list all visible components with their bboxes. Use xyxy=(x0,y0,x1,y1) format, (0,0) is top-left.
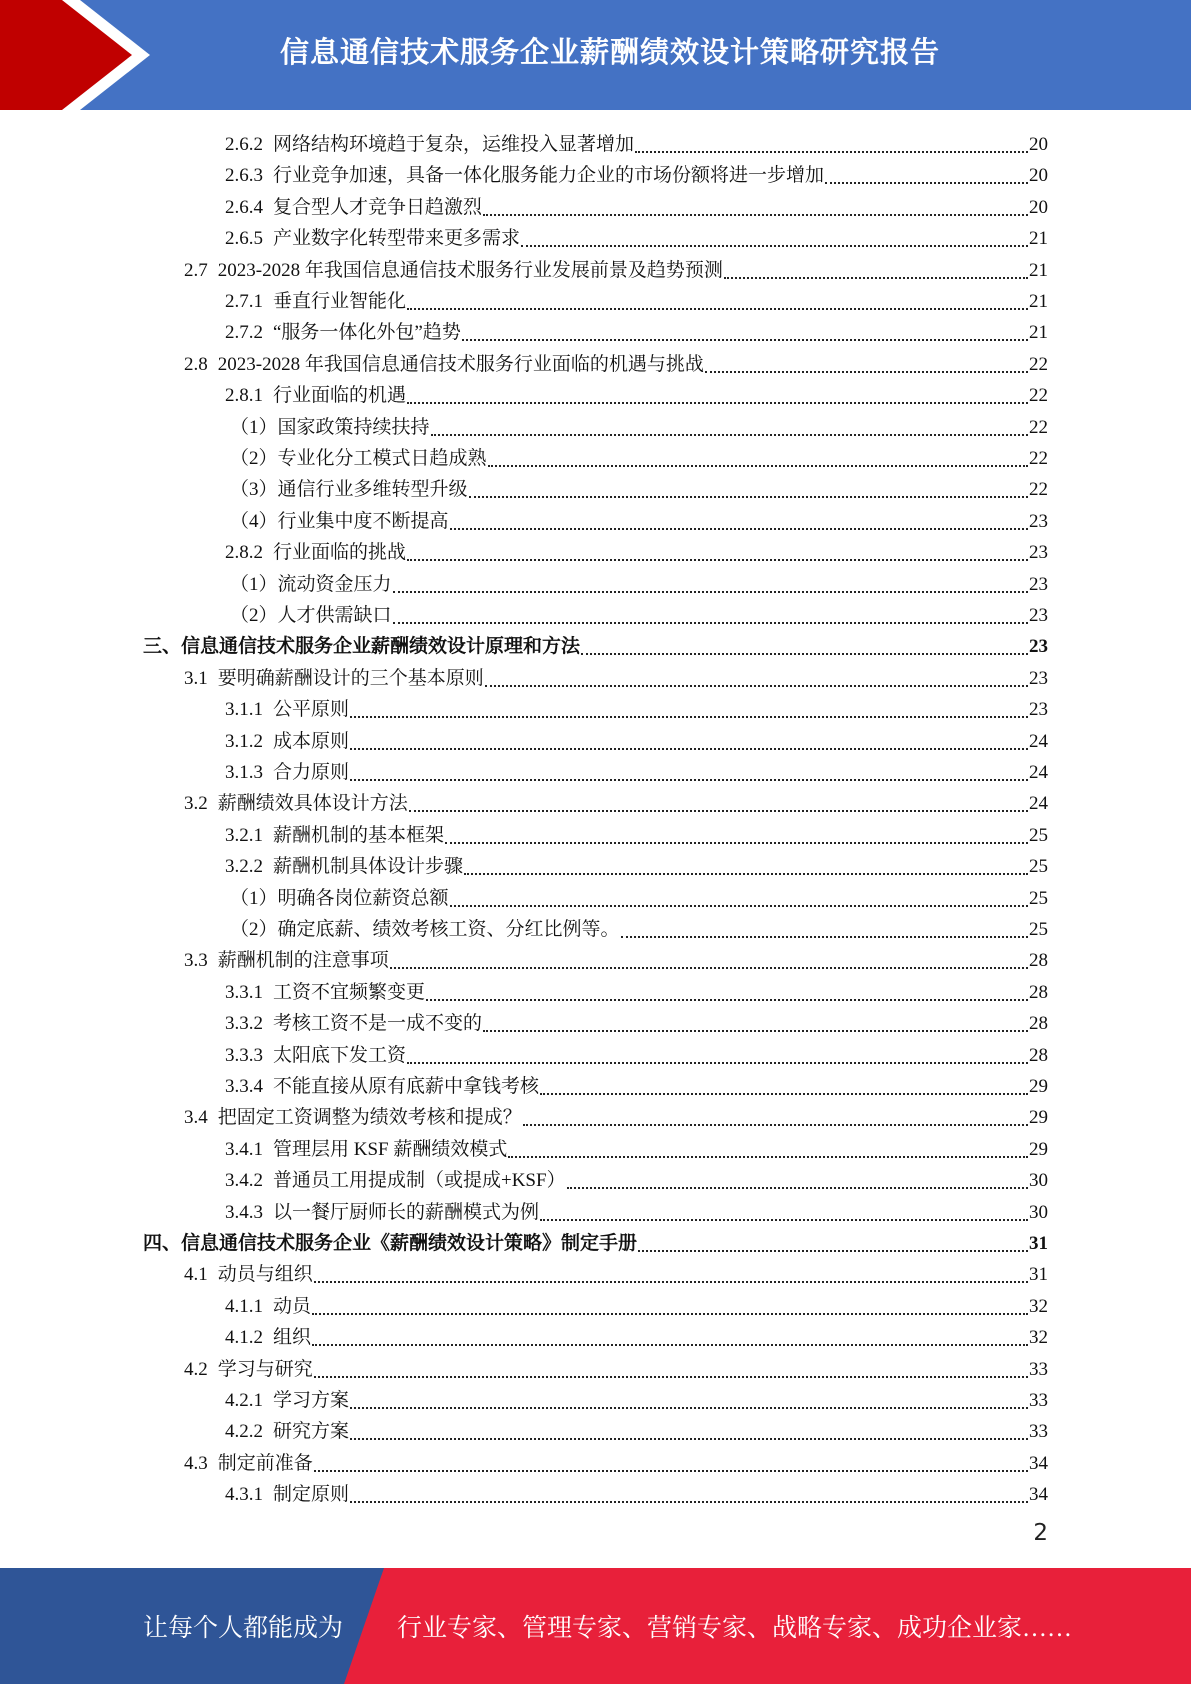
toc-entry-page: 28 xyxy=(1029,1013,1048,1035)
toc-entry-page: 23 xyxy=(1029,699,1048,721)
toc-entry-label: 2023-2028 年我国信息通信技术服务行业面临的机遇与挑战 xyxy=(217,353,704,375)
toc-entry[interactable] xyxy=(184,1256,1048,1287)
toc-entry-label: 明确各岗位薪资总额 xyxy=(277,887,449,909)
toc-leader-dots xyxy=(462,338,1028,341)
toc-leader-dots xyxy=(350,778,1028,781)
toc-entry-page: 23 xyxy=(1029,542,1048,564)
toc-leader-dots xyxy=(621,935,1028,938)
toc-entry-label: 通信行业多维转型升级 xyxy=(277,479,468,501)
toc-entry[interactable] xyxy=(225,377,1048,408)
toc-leader-dots xyxy=(407,558,1028,561)
toc-leader-dots xyxy=(314,1469,1028,1472)
toc-entry-label: 行业竞争加速，具备一体化服务能力企业的市场份额将进一步增加 xyxy=(273,165,825,187)
toc-entry-label: 把固定工资调整为绩效考核和提成？ xyxy=(217,1107,522,1129)
toc-entry-page: 20 xyxy=(1029,134,1048,155)
toc-entry[interactable] xyxy=(225,1005,1048,1036)
toc-entry-number: 3.4 xyxy=(184,1107,208,1129)
toc-entry[interactable] xyxy=(184,660,1048,691)
toc-entry-page: 28 xyxy=(1029,1044,1048,1066)
toc-entry-page: 22 xyxy=(1029,448,1048,469)
toc-entry-label: 流动资金压力 xyxy=(277,573,392,595)
toc-entry-number: （2） xyxy=(230,605,278,626)
toc-entry[interactable] xyxy=(184,1445,1048,1476)
toc-entry[interactable] xyxy=(184,252,1048,283)
toc-entry-label: 组织 xyxy=(273,1327,312,1349)
toc-entry-label: 确定底薪、绩效考核工资、分红比例等。 xyxy=(277,919,620,940)
toc-leader-dots xyxy=(483,213,1028,216)
toc-entry-number: 3.4.3 xyxy=(225,1201,263,1223)
toc-entry-number: 3.2.1 xyxy=(225,824,263,846)
toc-entry-number: （1） xyxy=(230,416,278,438)
toc-entry-label: 产业数字化转型带来更多需求 xyxy=(273,228,521,250)
toc-leader-dots xyxy=(350,1406,1028,1409)
toc-entry[interactable] xyxy=(225,817,1048,848)
toc-leader-dots xyxy=(469,495,1028,498)
toc-entry-page: 29 xyxy=(1029,1107,1048,1129)
toc-entry-page: 21 xyxy=(1029,322,1048,344)
toc-entry-label: 行业集中度不断提高 xyxy=(277,510,449,532)
toc-entry-label: 网络结构环境趋于复杂，运维投入显著增加 xyxy=(273,134,635,155)
toc-entry[interactable] xyxy=(225,126,1048,157)
toc-entry-label: 薪酬绩效具体设计方法 xyxy=(217,793,408,815)
toc-entry[interactable] xyxy=(225,1068,1048,1099)
toc-entry-page: 28 xyxy=(1029,981,1048,1003)
toc-entry[interactable] xyxy=(225,754,1048,785)
toc-entry-label: 成本原则 xyxy=(273,730,350,752)
toc-entry-page: 24 xyxy=(1029,793,1048,815)
toc-leader-dots xyxy=(567,1186,1028,1189)
toc-leader-dots xyxy=(431,433,1028,436)
toc-entry-number: （4） xyxy=(230,510,278,532)
toc-leader-dots xyxy=(314,1280,1028,1283)
toc-leader-dots xyxy=(426,998,1028,1001)
footer-slogan-left: 让每个人都能成为 xyxy=(143,1615,344,1642)
toc-leader-dots xyxy=(312,1312,1028,1315)
toc-leader-dots xyxy=(393,621,1028,624)
toc-entry-page: 25 xyxy=(1029,887,1048,909)
toc-entry-label: 公平原则 xyxy=(273,699,350,721)
toc-entry-number: （1） xyxy=(230,887,278,909)
toc-entry-number: 3.1 xyxy=(184,667,208,689)
toc-entry-label: 要明确薪酬设计的三个基本原则 xyxy=(217,667,484,689)
toc-entry-number: 4.1 xyxy=(184,1264,208,1286)
toc-entry-number: 2.8 xyxy=(184,353,208,375)
toc-entry[interactable] xyxy=(143,628,1048,659)
toc-entry-number: 4.2.1 xyxy=(225,1390,263,1411)
toc-entry-page: 32 xyxy=(1029,1295,1048,1317)
toc-leader-dots xyxy=(825,181,1028,184)
toc-entry-number: 2.8.2 xyxy=(225,542,263,564)
toc-entry-page: 21 xyxy=(1029,291,1048,312)
toc-entry-number: 四、 xyxy=(143,1233,182,1254)
toc-entry[interactable] xyxy=(225,1037,1048,1068)
toc-entry-page: 20 xyxy=(1029,196,1048,218)
toc-leader-dots xyxy=(409,809,1028,812)
toc-entry-label: 薪酬机制具体设计步骤 xyxy=(273,856,464,878)
toc-entry-page: 33 xyxy=(1029,1358,1048,1380)
toc-entry[interactable] xyxy=(225,189,1048,220)
toc-entry-number: 3.4.1 xyxy=(225,1138,263,1160)
toc-leader-dots xyxy=(390,966,1028,969)
toc-entry-number: 3.2.2 xyxy=(225,856,263,878)
toc-leader-dots xyxy=(724,276,1028,279)
toc-entry-label: 考核工资不是一成不变的 xyxy=(273,1013,483,1035)
toc-leader-dots xyxy=(393,590,1028,593)
toc-entry[interactable] xyxy=(230,471,1048,502)
toc-entry-page: 22 xyxy=(1029,353,1048,375)
toc-entry-number: 3.3.1 xyxy=(225,981,263,1003)
toc-leader-dots xyxy=(488,464,1028,467)
toc-leader-dots xyxy=(350,1500,1028,1503)
toc-entry-page: 25 xyxy=(1029,919,1048,940)
toc-leader-dots xyxy=(705,370,1028,373)
toc-entry-page: 24 xyxy=(1029,762,1048,783)
toc-entry-number: 2.8.1 xyxy=(225,385,263,407)
toc-entry[interactable] xyxy=(225,691,1048,722)
toc-entry-label: 专业化分工模式日趋成熟 xyxy=(277,448,487,469)
toc-leader-dots xyxy=(407,307,1028,310)
toc-entry-page: 33 xyxy=(1029,1390,1048,1411)
toc-entry-label: 2023-2028 年我国信息通信技术服务行业发展前景及趋势预测 xyxy=(217,259,723,281)
toc-entry-label: 行业面临的挑战 xyxy=(273,542,407,564)
toc-entry[interactable] xyxy=(184,785,1048,816)
toc-entry-number: 2.7 xyxy=(184,259,208,281)
toc-entry-page: 28 xyxy=(1029,950,1048,972)
toc-entry-label: 管理层用 KSF 薪酬绩效模式 xyxy=(273,1138,508,1160)
toc-entry-page: 22 xyxy=(1029,416,1048,438)
toc-entry[interactable] xyxy=(225,1162,1048,1193)
toc-leader-dots xyxy=(350,747,1028,750)
toc-leader-dots xyxy=(483,1029,1028,1032)
toc-entry[interactable] xyxy=(230,597,1048,628)
toc-leader-dots xyxy=(312,1343,1028,1346)
toc-entry[interactable] xyxy=(184,1099,1048,1130)
toc-leader-dots xyxy=(407,1061,1028,1064)
toc-entry-page: 23 xyxy=(1029,605,1048,626)
toc-leader-dots xyxy=(445,841,1028,844)
toc-entry-label: 信息通信技术服务企业薪酬绩效设计原理和方法 xyxy=(181,636,581,658)
toc-entry-page: 22 xyxy=(1029,385,1048,407)
toc-entry-page: 23 xyxy=(1029,636,1048,658)
toc-entry[interactable] xyxy=(225,1194,1048,1225)
toc-entry[interactable] xyxy=(225,1319,1048,1350)
toc-entry-label: 国家政策持续扶持 xyxy=(277,416,430,438)
toc-entry-page: 32 xyxy=(1029,1327,1048,1349)
toc-entry-number: 3.2 xyxy=(184,793,208,815)
toc-leader-dots xyxy=(638,1249,1028,1252)
toc-entry-number: 三、 xyxy=(143,636,182,658)
toc-entry-label: 学习方案 xyxy=(273,1390,350,1411)
toc-entry[interactable] xyxy=(225,1476,1048,1507)
toc-entry[interactable] xyxy=(184,346,1048,377)
toc-entry[interactable] xyxy=(230,911,1048,942)
toc-entry-label: 行业面临的机遇 xyxy=(273,385,407,407)
toc-entry-label: 制定前准备 xyxy=(217,1452,313,1474)
toc-entry-page: 33 xyxy=(1029,1421,1048,1443)
toc-entry[interactable] xyxy=(184,1351,1048,1382)
toc-leader-dots xyxy=(464,872,1028,875)
toc-entry-label: 工资不宜频繁变更 xyxy=(273,981,426,1003)
toc-entry-page: 23 xyxy=(1029,573,1048,595)
toc-leader-dots xyxy=(540,1218,1028,1221)
toc-entry-label: 制定原则 xyxy=(273,1484,350,1506)
toc-leader-dots xyxy=(635,150,1028,153)
toc-leader-dots xyxy=(450,904,1028,907)
toc-entry-page: 21 xyxy=(1029,228,1048,250)
toc-entry[interactable] xyxy=(230,503,1048,534)
toc-entry-page: 23 xyxy=(1029,510,1048,532)
toc-leader-dots xyxy=(485,684,1028,687)
toc-entry-label: 人才供需缺口 xyxy=(277,605,392,626)
toc-entry-label: 薪酬机制的基本框架 xyxy=(273,824,445,846)
toc-entry-label: 复合型人才竞争日趋激烈 xyxy=(273,196,483,218)
toc-entry-label: “服务一体化外包”趋势 xyxy=(273,322,461,344)
toc-entry-number: （1） xyxy=(230,573,278,595)
toc-entry-page: 34 xyxy=(1029,1484,1048,1506)
toc-entry-number: 3.1.1 xyxy=(225,699,263,721)
toc-entry[interactable] xyxy=(225,1288,1048,1319)
toc-entry-page: 22 xyxy=(1029,479,1048,501)
toc-entry-page: 29 xyxy=(1029,1138,1048,1160)
toc-entry-number: 3.4.2 xyxy=(225,1170,263,1192)
toc-entry-number: 2.7.2 xyxy=(225,322,263,344)
toc-entry[interactable] xyxy=(225,1382,1048,1413)
toc-entry-page: 21 xyxy=(1029,259,1048,281)
toc-entry-page: 30 xyxy=(1029,1170,1048,1192)
toc-leader-dots xyxy=(350,1437,1028,1440)
toc-entry-number: 4.2 xyxy=(184,1358,208,1380)
toc-entry-number: 2.6.2 xyxy=(225,134,263,155)
toc-entry-label: 动员 xyxy=(273,1295,312,1317)
toc-entry[interactable] xyxy=(225,220,1048,251)
toc-entry-label: 垂直行业智能化 xyxy=(273,291,407,312)
toc-entry[interactable] xyxy=(225,283,1048,314)
toc-entry-page: 30 xyxy=(1029,1201,1048,1223)
toc-leader-dots xyxy=(407,401,1028,404)
page-footer xyxy=(0,1568,1191,1684)
toc-entry-number: （3） xyxy=(230,479,278,501)
toc-entry-label: 太阳底下发工资 xyxy=(273,1044,407,1066)
toc-entry-number: 3.3.3 xyxy=(225,1044,263,1066)
toc-leader-dots xyxy=(540,1092,1028,1095)
toc-entry[interactable] xyxy=(230,440,1048,471)
report-title: 信息通信技术服务企业薪酬绩效设计策略研究报告 xyxy=(279,34,940,69)
toc-leader-dots xyxy=(523,1123,1028,1126)
footer-slogan-right: 行业专家、管理专家、营销专家、战略专家、成功企业家…… xyxy=(397,1615,1073,1642)
toc-entry-number: 4.2.2 xyxy=(225,1421,263,1443)
toc-entry[interactable] xyxy=(225,848,1048,879)
toc-entry[interactable] xyxy=(225,723,1048,754)
toc-entry-number: 2.6.4 xyxy=(225,196,263,218)
toc-entry-number: 4.1.2 xyxy=(225,1327,263,1349)
toc-leader-dots xyxy=(314,1375,1028,1378)
toc-entry[interactable] xyxy=(184,942,1048,973)
toc-entry-number: （2） xyxy=(230,919,278,940)
toc-entry-label: 普通员工用提成制（或提成+KSF） xyxy=(273,1170,566,1192)
toc-entry-label: 研究方案 xyxy=(273,1421,350,1443)
toc-entry-page: 24 xyxy=(1029,730,1048,752)
toc-leader-dots xyxy=(350,715,1028,718)
toc-entry[interactable] xyxy=(230,409,1048,440)
toc-entry-number: 2.6.5 xyxy=(225,228,263,250)
toc-entry-number: 3.1.3 xyxy=(225,762,263,783)
toc-entry-page: 25 xyxy=(1029,824,1048,846)
toc-entry-number: 3.1.2 xyxy=(225,730,263,752)
toc-entry-label: 信息通信技术服务企业《薪酬绩效设计策略》制定手册 xyxy=(181,1233,638,1254)
toc-entry-number: （2） xyxy=(230,448,278,469)
toc-entry[interactable] xyxy=(230,566,1048,597)
toc-entry-label: 学习与研究 xyxy=(217,1358,313,1380)
toc-entry-number: 3.3.4 xyxy=(225,1076,263,1097)
toc-entry-label: 合力原则 xyxy=(273,762,350,783)
toc-entry-number: 2.7.1 xyxy=(225,291,263,312)
toc-entry-label: 以一餐厅厨师长的薪酬模式为例 xyxy=(273,1201,540,1223)
toc-entry[interactable] xyxy=(225,1413,1048,1444)
toc-entry[interactable] xyxy=(225,157,1048,188)
toc-leader-dots xyxy=(521,244,1028,247)
toc-entry[interactable] xyxy=(230,880,1048,911)
toc-leader-dots xyxy=(508,1155,1028,1158)
toc-entry-label: 不能直接从原有底薪中拿钱考核 xyxy=(273,1076,540,1097)
toc-entry[interactable] xyxy=(225,1131,1048,1162)
toc-entry-label: 动员与组织 xyxy=(217,1264,313,1286)
page-header xyxy=(0,0,1191,110)
toc-entry[interactable] xyxy=(225,534,1048,565)
toc-entry-number: 4.1.1 xyxy=(225,1295,263,1317)
toc-entry-number: 4.3.1 xyxy=(225,1484,263,1506)
toc-entry[interactable] xyxy=(143,1225,1048,1256)
toc-entry[interactable] xyxy=(225,974,1048,1005)
toc-entry-label: 薪酬机制的注意事项 xyxy=(217,950,389,972)
toc-entry-number: 3.3 xyxy=(184,950,208,972)
toc-entry-number: 2.6.3 xyxy=(225,165,263,187)
toc-entry-number: 4.3 xyxy=(184,1452,208,1474)
toc-leader-dots xyxy=(450,527,1028,530)
page-number: 2 xyxy=(1033,1520,1048,1546)
toc-entry-page: 20 xyxy=(1029,165,1048,187)
toc-entry-page: 29 xyxy=(1029,1076,1048,1097)
toc-entry[interactable] xyxy=(225,314,1048,345)
toc-leader-dots xyxy=(581,652,1028,655)
toc-entry-number: 3.3.2 xyxy=(225,1013,263,1035)
toc-entry-page: 31 xyxy=(1029,1264,1048,1286)
toc-entry-page: 31 xyxy=(1029,1233,1048,1254)
toc-entry-page: 34 xyxy=(1029,1452,1048,1474)
toc-entry-page: 25 xyxy=(1029,856,1048,878)
toc-entry-page: 23 xyxy=(1029,667,1048,689)
